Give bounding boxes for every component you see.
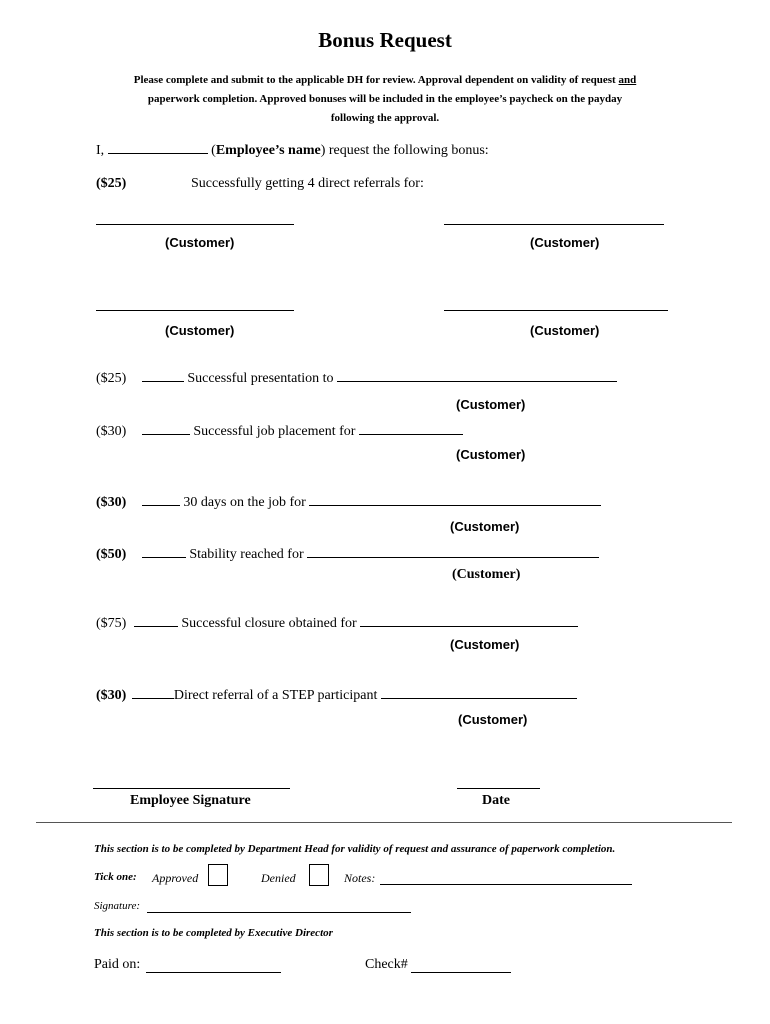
bonus-text: 30 days on the job for bbox=[183, 495, 306, 510]
bonus-customer-label: (Customer) bbox=[456, 447, 526, 462]
bonus-customer-label: (Customer) bbox=[450, 519, 520, 534]
referral-customer-1-field[interactable] bbox=[96, 224, 294, 225]
bonus-tick-field[interactable] bbox=[134, 625, 178, 627]
approved-label: Approved bbox=[152, 871, 199, 885]
bonus-tick-field[interactable] bbox=[142, 380, 184, 382]
employee-open-paren: ( bbox=[211, 143, 216, 158]
bonus-amount: ($30) bbox=[96, 495, 127, 510]
bonus-customer-field[interactable] bbox=[307, 556, 599, 558]
bonus-item-job-placement bbox=[96, 424, 463, 440]
bonus-text: Successful job placement for bbox=[193, 424, 356, 439]
bonus-customer-label: (Customer) bbox=[452, 567, 521, 582]
check-number-field[interactable] bbox=[411, 972, 511, 973]
paid-on-field[interactable] bbox=[146, 972, 281, 973]
date-field[interactable] bbox=[457, 788, 540, 789]
approved-checkbox[interactable] bbox=[208, 864, 228, 886]
tick-one-label: Tick one: bbox=[94, 871, 137, 883]
page-title: Bonus Request bbox=[318, 28, 452, 52]
denied-label: Denied bbox=[261, 871, 296, 885]
employee-name-label: Employee’s name bbox=[215, 143, 321, 158]
bonus-customer-label: (Customer) bbox=[456, 397, 526, 412]
employee-line bbox=[96, 143, 489, 159]
bonus-item-closure bbox=[96, 616, 578, 632]
bonus-customer-field[interactable] bbox=[360, 625, 578, 627]
paid-on-label: Paid on: bbox=[94, 957, 141, 972]
dh-signature-field[interactable] bbox=[147, 912, 411, 913]
bonus-customer-field[interactable] bbox=[337, 380, 617, 382]
bonus-customer-field[interactable] bbox=[309, 504, 601, 506]
intro-line-1 bbox=[60, 71, 710, 90]
bonus-text: Successful closure obtained for bbox=[181, 616, 357, 631]
bonus-item-step-referral bbox=[96, 688, 577, 704]
bonus-amount: ($25) bbox=[96, 371, 127, 386]
referral-customer-2-field[interactable] bbox=[444, 224, 664, 225]
bonus-item-presentation bbox=[96, 371, 617, 387]
employee-suffix: ) request the following bonus: bbox=[320, 143, 489, 158]
referral-customer-2-label: (Customer) bbox=[530, 235, 600, 250]
employee-signature-field[interactable] bbox=[93, 788, 290, 789]
bonus-customer-field[interactable] bbox=[359, 433, 463, 435]
bonus-tick-field[interactable] bbox=[132, 697, 174, 699]
intro-line-3: following the approval. bbox=[330, 112, 440, 124]
notes-field[interactable] bbox=[380, 884, 632, 885]
bonus-customer-label: (Customer) bbox=[450, 637, 520, 652]
bonus-tick-field[interactable] bbox=[142, 433, 190, 435]
ed-section-heading: This section is to be completed by Executive Director bbox=[94, 927, 333, 939]
section-divider bbox=[36, 822, 732, 823]
bonus-text: Stability reached for bbox=[189, 547, 304, 562]
bonus-amount: ($75) bbox=[96, 616, 127, 631]
bonus-amount: ($30) bbox=[96, 688, 127, 703]
bonus-text: Direct referral of a STEP participant bbox=[173, 688, 378, 703]
referrals-text: Successfully getting 4 direct referrals for: bbox=[191, 176, 424, 191]
intro-line-1-text: Please complete and submit to the applicable DH for review. Approval dependent on validity of request bbox=[133, 74, 619, 86]
intro-and: and bbox=[618, 74, 637, 86]
bonus-tick-field[interactable] bbox=[142, 556, 186, 558]
referrals-amount: ($25) bbox=[96, 176, 127, 191]
referral-customer-4-field[interactable] bbox=[444, 310, 668, 311]
bonus-amount: ($50) bbox=[96, 547, 127, 562]
employee-prefix: I, bbox=[96, 143, 105, 158]
referral-customer-4-label: (Customer) bbox=[530, 323, 600, 338]
bonus-item-30-days bbox=[96, 495, 601, 511]
bonus-amount: ($30) bbox=[96, 424, 127, 439]
employee-signature-label: Employee Signature bbox=[130, 793, 251, 808]
bonus-text: Successful presentation to bbox=[187, 371, 334, 386]
dh-section-heading: This section is to be completed by Department Head for validity of request and assurance of paperwork completion. bbox=[94, 843, 616, 855]
bonus-customer-field[interactable] bbox=[381, 697, 577, 699]
referral-customer-1-label: (Customer) bbox=[165, 235, 235, 250]
dh-signature-label: Signature: bbox=[94, 900, 141, 912]
denied-checkbox[interactable] bbox=[309, 864, 329, 886]
intro-line-2: paperwork completion. Approved bonuses will be included in the employee’s paycheck on the payday bbox=[147, 93, 623, 105]
check-label: Check# bbox=[365, 957, 408, 972]
notes-label: Notes: bbox=[344, 871, 376, 885]
referral-customer-3-label: (Customer) bbox=[165, 323, 235, 338]
bonus-customer-label: (Customer) bbox=[458, 712, 528, 727]
date-label: Date bbox=[482, 793, 510, 808]
bonus-tick-field[interactable] bbox=[142, 504, 180, 506]
referral-customer-3-field[interactable] bbox=[96, 310, 294, 311]
employee-name-field[interactable] bbox=[108, 152, 208, 154]
intro-paragraph bbox=[60, 71, 710, 128]
bonus-item-stability bbox=[96, 547, 599, 563]
